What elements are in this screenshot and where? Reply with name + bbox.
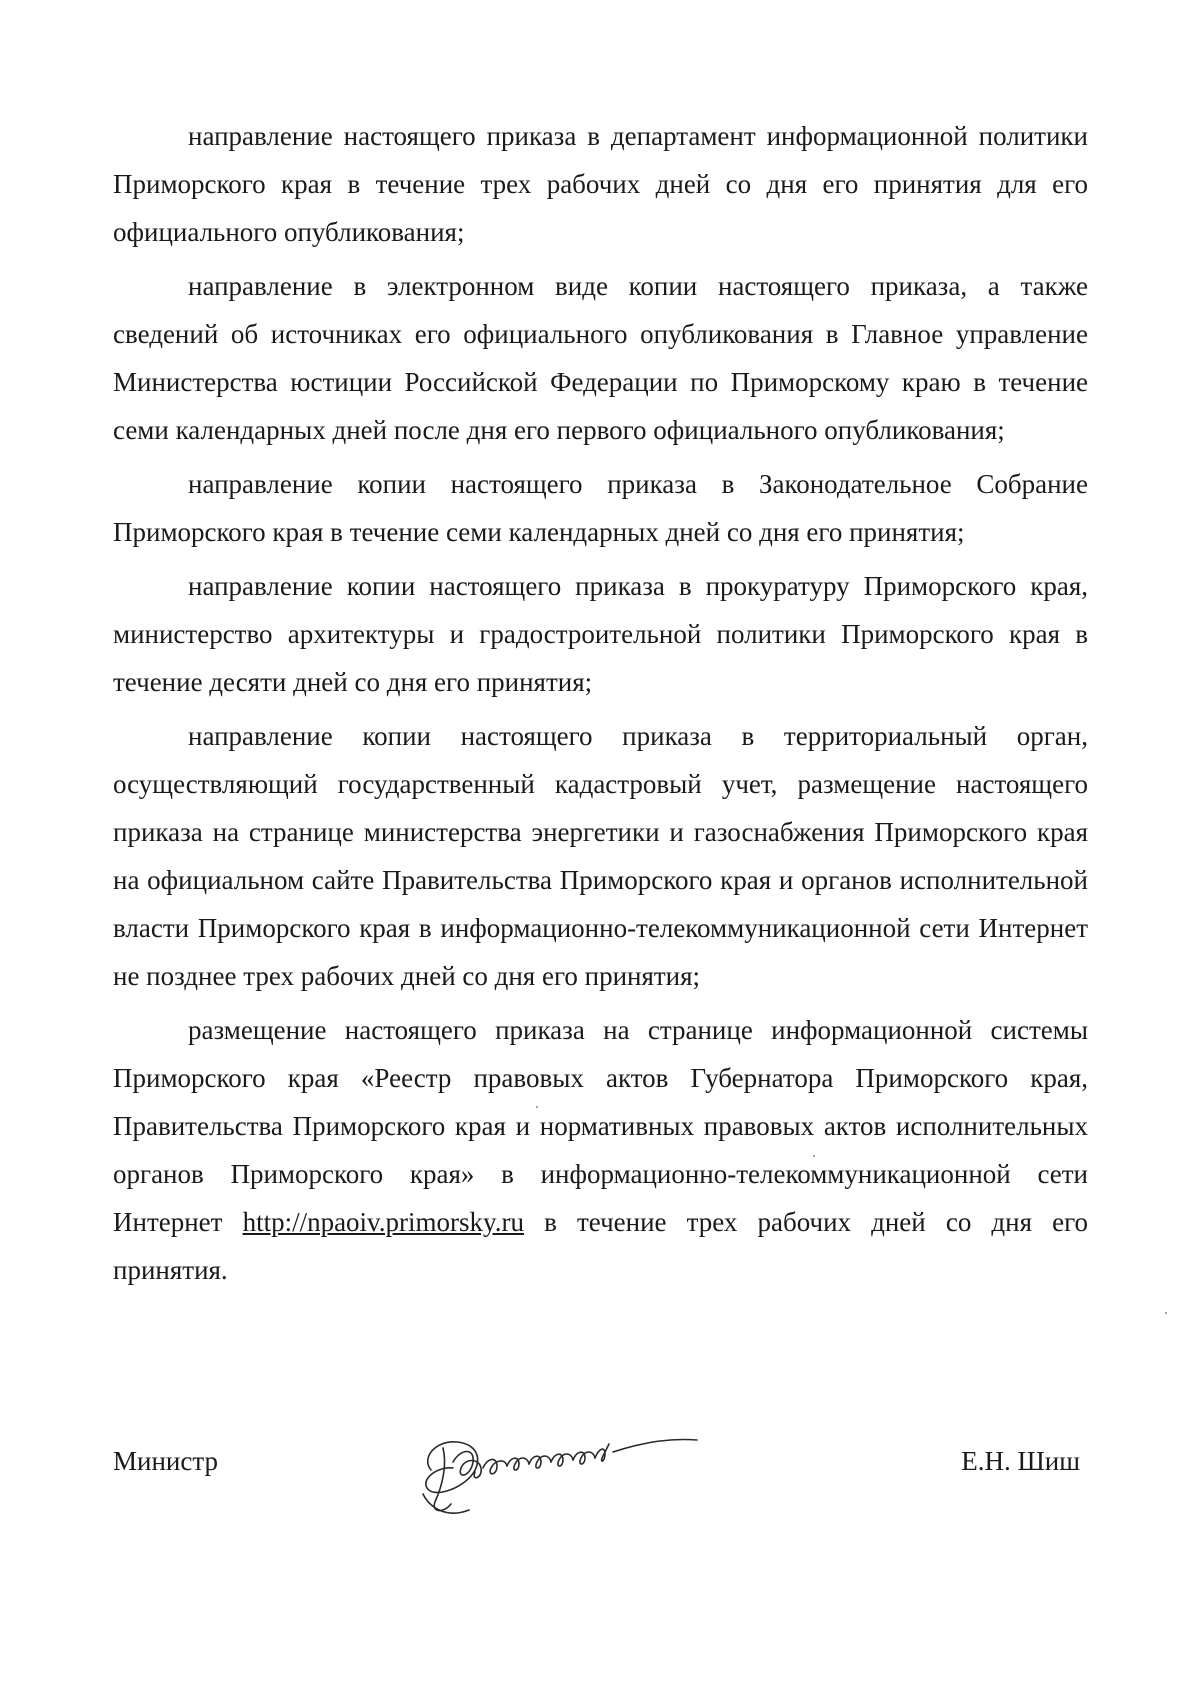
signer-title: Министр xyxy=(113,1446,218,1476)
paragraph-cadastral: направление копии настоящего приказа в территориальный орган, осуществляющий государственный кадастровый учет, размещение настоящего приказа на странице министерства энергетики и газоснабжения Приморского края на официальном сайте Правительства Приморского края и органов исполнительной власти Приморского края в информационно-телекоммуникационной сети Интернет не позднее трех рабочих дней со дня его принятия; xyxy=(113,721,1088,991)
handwritten-signature xyxy=(413,1418,703,1528)
signature-block xyxy=(113,1446,1088,1526)
paragraph-registry-text: размещение настоящего приказа на странице информационной системы Приморского края «Реестр правовых актов Губернатора Приморского края, Правительства Приморского края и нормативных правовых актов исполнительных органов Приморского края» в информационно-телекоммуникационной сети Интернет xyxy=(113,1015,1088,1237)
paragraph-registry xyxy=(113,1006,1088,1294)
paragraph-justice-ministry: направление в электронном виде копии настоящего приказа, а также сведений об источниках его официального опубликования в Главное управление Министерства юстиции Российской Федерации по Приморскому краю в течение семи календарных дней после дня его первого официального опубликования; xyxy=(113,271,1088,445)
document-body xyxy=(113,112,1088,1300)
paragraph-prosecutor: направление копии настоящего приказа в прокуратуру Приморского края, министерство архитектуры и градостроительной политики Приморского края в течение десяти дней со дня его принятия; xyxy=(113,571,1088,697)
paragraph-legislative-assembly: направление копии настоящего приказа в Законодательное Собрание Приморского края в течение семи календарных дней со дня его принятия; xyxy=(113,469,1088,547)
paragraph-info-policy: направление настоящего приказа в департамент информационной политики Приморского края в течение трех рабочих дней со дня его принятия для его официального опубликования; xyxy=(113,121,1088,247)
scan-speck xyxy=(1165,1312,1167,1314)
registry-link[interactable]: http://npaoiv.primorsky.ru xyxy=(242,1207,525,1237)
scan-speck xyxy=(536,1106,538,1108)
paragraph-registry-tail: в течение трех рабочих дней со дня его принятия. xyxy=(113,1207,1088,1285)
signer-name: Е.Н. Шиш xyxy=(961,1446,1080,1476)
scan-speck xyxy=(813,1155,815,1157)
